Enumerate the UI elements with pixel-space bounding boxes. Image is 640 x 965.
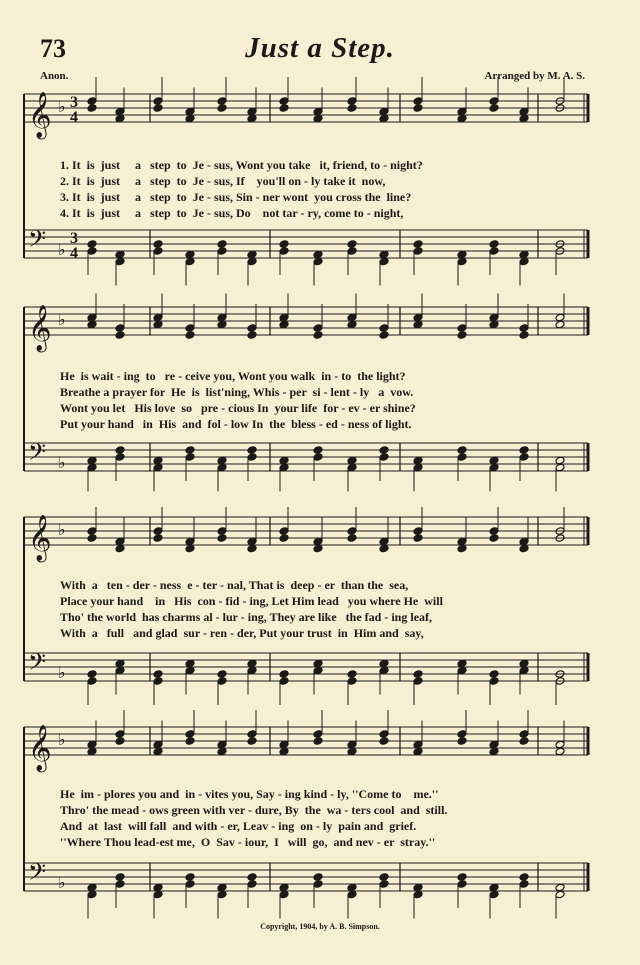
note-head (413, 320, 423, 329)
time-signature-top: 3 (70, 94, 78, 111)
note-head (413, 463, 423, 472)
note-head (489, 670, 499, 679)
note-head (279, 97, 289, 106)
note-head (153, 104, 163, 113)
note-head (457, 737, 467, 746)
lyric-line: Thro' the mead - ows green with ver - dure, By the wa - ters cool and still. (60, 803, 448, 817)
flat-icon: ♭ (58, 730, 66, 749)
flat-icon: ♭ (58, 453, 66, 472)
note-head (413, 104, 423, 113)
note-head (519, 737, 529, 746)
note-head (457, 446, 467, 455)
note-head (379, 446, 389, 455)
note-head (457, 107, 467, 116)
note-head (217, 883, 227, 892)
bass-clef-icon: 𝄢 (28, 438, 47, 471)
note-head (347, 320, 357, 329)
note-head (115, 250, 125, 259)
lyric-line: He im - plores you and in - vites you, Say - ing kind - ly, ''Come to me.'' (60, 787, 439, 801)
note-head (279, 534, 289, 543)
note-head (379, 257, 389, 266)
note-head (555, 740, 565, 749)
flat-icon: ♭ (58, 310, 66, 329)
note-head (185, 666, 195, 675)
note-head (519, 880, 529, 889)
lyric-line: And at last will fall and with - er, Leav - ing on - ly pain and grief. (60, 819, 417, 833)
note-head (153, 456, 163, 465)
note-head (489, 104, 499, 113)
note-head (413, 534, 423, 543)
note-head (247, 107, 257, 116)
note-head (489, 534, 499, 543)
note-head (279, 670, 289, 679)
note-head (279, 456, 289, 465)
note-head (153, 240, 163, 249)
note-head (413, 313, 423, 322)
lyric-line: 3. It is just a step to Je - sus, Sin - ner wont you cross the line? (60, 190, 412, 204)
note-head (185, 880, 195, 889)
note-head (279, 313, 289, 322)
lyric-line: 2. It is just a step to Je - sus, If you'll on - ly take it now, (60, 174, 386, 188)
note-head (555, 463, 565, 472)
note-head (217, 320, 227, 329)
note-head (313, 114, 323, 123)
note-head (247, 114, 257, 123)
note-head (413, 527, 423, 536)
note-head (489, 240, 499, 249)
note-head (379, 737, 389, 746)
note-head (379, 107, 389, 116)
note-head (247, 257, 257, 266)
note-head (519, 873, 529, 882)
note-head (247, 737, 257, 746)
note-head (115, 666, 125, 675)
note-head (217, 463, 227, 472)
note-head (457, 880, 467, 889)
note-head (247, 666, 257, 675)
note-head (153, 313, 163, 322)
note-head (379, 544, 389, 553)
flat-icon: ♭ (58, 97, 66, 116)
note-head (347, 670, 357, 679)
note-head (313, 666, 323, 675)
note-head (279, 463, 289, 472)
flat-icon: ♭ (58, 240, 66, 259)
note-head (313, 453, 323, 462)
lyric-line: Put your hand in His and fol - low In the bless - ed - ness of light. (60, 417, 412, 431)
note-head (457, 324, 467, 333)
note-head (313, 730, 323, 739)
note-head (519, 257, 529, 266)
note-head (313, 880, 323, 889)
note-head (489, 527, 499, 536)
note-head (519, 537, 529, 546)
note-head (153, 677, 163, 686)
note-head (217, 534, 227, 543)
note-head (115, 873, 125, 882)
note-head (185, 544, 195, 553)
note-head (347, 97, 357, 106)
note-head (489, 890, 499, 899)
note-head (413, 747, 423, 756)
note-head (115, 446, 125, 455)
note-head (185, 446, 195, 455)
note-head (217, 240, 227, 249)
note-head (185, 331, 195, 340)
note-head (279, 527, 289, 536)
note-head (313, 873, 323, 882)
note-head (153, 883, 163, 892)
note-head (347, 890, 357, 899)
note-head (489, 883, 499, 892)
note-head (379, 873, 389, 882)
note-head (489, 320, 499, 329)
treble-clef-icon: 𝄞 (28, 725, 52, 771)
note-head (413, 883, 423, 892)
note-head (555, 747, 565, 756)
note-head (489, 747, 499, 756)
note-head (217, 670, 227, 679)
note-head (379, 114, 389, 123)
note-head (87, 740, 97, 749)
note-head (313, 107, 323, 116)
note-head (413, 670, 423, 679)
note-head (519, 114, 529, 123)
time-signature-bottom: 4 (70, 109, 78, 126)
note-head (489, 247, 499, 256)
verse-lines-system-1 (60, 157, 590, 221)
note-head (217, 890, 227, 899)
note-head (87, 240, 97, 249)
note-head (247, 730, 257, 739)
time-signature-top: 3 (70, 230, 78, 247)
note-head (153, 527, 163, 536)
bass-clef-icon: 𝄢 (28, 225, 47, 258)
note-head (247, 331, 257, 340)
note-head (115, 880, 125, 889)
note-head (247, 446, 257, 455)
note-head (279, 890, 289, 899)
note-head (185, 453, 195, 462)
note-head (519, 446, 529, 455)
note-head (519, 331, 529, 340)
note-head (457, 250, 467, 259)
note-head (87, 527, 97, 536)
note-head (247, 537, 257, 546)
flat-icon: ♭ (58, 873, 66, 892)
note-head (279, 104, 289, 113)
note-head (153, 463, 163, 472)
arranger-credit: Arranged by M. A. S. (484, 70, 585, 82)
note-head (313, 257, 323, 266)
note-head (347, 456, 357, 465)
lyric-line: Place your hand in His con - fid - ing, Let Him lead you where He will (60, 594, 443, 608)
note-head (153, 320, 163, 329)
note-head (279, 320, 289, 329)
lyric-line: ''Where Thou lead-est me, O Sav - iour, I will go, and nev - er stray.'' (60, 835, 436, 849)
lyric-line: Tho' the world has charms al - lur - ing, They are like the fad - ing leaf, (60, 610, 433, 624)
note-head (87, 456, 97, 465)
note-head (347, 104, 357, 113)
note-head (115, 331, 125, 340)
lyric-line: 1. It is just a step to Je - sus, Wont you take it, friend, to - night? (60, 158, 423, 172)
note-head (87, 747, 97, 756)
hymn-title: Just a Step. (245, 32, 395, 64)
note-head (379, 666, 389, 675)
treble-clef-icon: 𝄞 (28, 92, 52, 138)
note-head (115, 659, 125, 668)
note-head (313, 331, 323, 340)
note-head (379, 659, 389, 668)
note-head (489, 97, 499, 106)
note-head (87, 104, 97, 113)
note-head (247, 324, 257, 333)
note-head (313, 537, 323, 546)
lyric-line: He is wait - ing to re - ceive you, Wont you walk in - to the light? (60, 369, 406, 383)
note-head (217, 97, 227, 106)
lyric-line: Wont you let His love so pre - cious In your life for - ev - er shine? (60, 401, 416, 415)
note-head (185, 250, 195, 259)
note-head (519, 659, 529, 668)
note-head (115, 107, 125, 116)
note-head (413, 456, 423, 465)
note-head (217, 104, 227, 113)
note-head (347, 677, 357, 686)
note-head (347, 463, 357, 472)
note-head (115, 544, 125, 553)
note-head (379, 730, 389, 739)
note-head (279, 740, 289, 749)
note-head (457, 114, 467, 123)
note-head (313, 737, 323, 746)
copyright-notice: Copyright, 1904, by A. B. Simpson. (260, 922, 380, 931)
note-head (555, 320, 565, 329)
verse-lines-system-4 (60, 786, 590, 850)
note-head (87, 883, 97, 892)
time-signature-bottom: 4 (70, 245, 78, 262)
note-head (153, 534, 163, 543)
lyric-line: 4. It is just a step to Je - sus, Do not tar - ry, come to - night, (60, 206, 404, 220)
note-head (457, 544, 467, 553)
note-head (489, 740, 499, 749)
note-head (347, 534, 357, 543)
note-head (217, 677, 227, 686)
note-head (153, 890, 163, 899)
note-head (153, 740, 163, 749)
lyric-line: Breathe a prayer for He is list'ning, Whis - per si - lent - ly a vow. (60, 385, 414, 399)
note-head (115, 730, 125, 739)
note-head (413, 677, 423, 686)
note-head (519, 250, 529, 259)
note-head (489, 313, 499, 322)
note-head (87, 463, 97, 472)
note-head (87, 97, 97, 106)
note-head (519, 324, 529, 333)
note-head (217, 247, 227, 256)
note-head (347, 527, 357, 536)
note-head (217, 313, 227, 322)
bass-clef-icon: 𝄢 (28, 648, 47, 681)
note-head (413, 247, 423, 256)
bass-clef-icon: 𝄢 (28, 858, 47, 891)
note-head (185, 537, 195, 546)
hymn-number: 73 (40, 34, 66, 63)
note-head (313, 324, 323, 333)
note-head (247, 544, 257, 553)
note-head (489, 463, 499, 472)
note-head (379, 331, 389, 340)
note-head (87, 670, 97, 679)
note-head (555, 313, 565, 322)
note-head (457, 659, 467, 668)
flat-icon: ♭ (58, 520, 66, 539)
note-head (413, 890, 423, 899)
note-head (115, 537, 125, 546)
note-head (347, 240, 357, 249)
note-head (115, 114, 125, 123)
note-head (413, 240, 423, 249)
note-head (313, 659, 323, 668)
note-head (347, 747, 357, 756)
note-head (457, 331, 467, 340)
note-head (217, 747, 227, 756)
note-head (217, 740, 227, 749)
note-head (519, 453, 529, 462)
note-head (555, 883, 565, 892)
note-head (115, 324, 125, 333)
lyric-line: With a full and glad sur - ren - der, Put your trust in Him and say, (60, 626, 424, 640)
note-head (313, 250, 323, 259)
treble-clef-icon: 𝄞 (28, 305, 52, 351)
note-head (185, 737, 195, 746)
note-head (457, 453, 467, 462)
note-head (153, 97, 163, 106)
note-head (87, 677, 97, 686)
note-head (115, 737, 125, 746)
note-head (153, 670, 163, 679)
note-head (115, 257, 125, 266)
note-head (247, 873, 257, 882)
note-head (457, 730, 467, 739)
note-head (185, 659, 195, 668)
verse-lines-system-3 (60, 577, 590, 641)
author-credit: Anon. (40, 70, 69, 82)
note-head (313, 446, 323, 455)
note-head (153, 247, 163, 256)
note-head (555, 890, 565, 899)
note-head (379, 453, 389, 462)
note-head (555, 456, 565, 465)
note-head (247, 659, 257, 668)
treble-clef-icon: 𝄞 (28, 515, 52, 561)
note-head (279, 747, 289, 756)
note-head (347, 313, 357, 322)
note-head (185, 730, 195, 739)
verse-lines-system-2 (60, 368, 590, 432)
note-head (87, 534, 97, 543)
note-head (379, 324, 389, 333)
flat-icon: ♭ (58, 663, 66, 682)
note-head (217, 456, 227, 465)
note-head (247, 880, 257, 889)
note-head (247, 453, 257, 462)
note-head (347, 883, 357, 892)
note-head (457, 257, 467, 266)
note-head (347, 740, 357, 749)
note-head (279, 883, 289, 892)
note-head (313, 544, 323, 553)
note-head (413, 740, 423, 749)
note-head (115, 453, 125, 462)
note-head (279, 247, 289, 256)
lyric-line: With a ten - der - ness e - ter - nal, That is deep - er than the sea, (60, 578, 409, 592)
note-head (247, 250, 257, 259)
note-head (379, 537, 389, 546)
note-head (519, 544, 529, 553)
note-head (87, 890, 97, 899)
note-head (347, 247, 357, 256)
note-head (457, 537, 467, 546)
note-head (519, 730, 529, 739)
note-head (279, 240, 289, 249)
note-head (519, 666, 529, 675)
note-head (413, 97, 423, 106)
note-head (185, 114, 195, 123)
note-head (457, 873, 467, 882)
note-head (185, 257, 195, 266)
note-head (489, 677, 499, 686)
note-head (519, 107, 529, 116)
note-head (185, 107, 195, 116)
note-head (87, 313, 97, 322)
note-head (87, 247, 97, 256)
note-head (379, 880, 389, 889)
note-head (185, 873, 195, 882)
note-head (379, 250, 389, 259)
note-head (87, 320, 97, 329)
note-head (489, 456, 499, 465)
note-head (217, 527, 227, 536)
note-head (457, 666, 467, 675)
note-head (153, 747, 163, 756)
note-head (279, 677, 289, 686)
note-head (185, 324, 195, 333)
